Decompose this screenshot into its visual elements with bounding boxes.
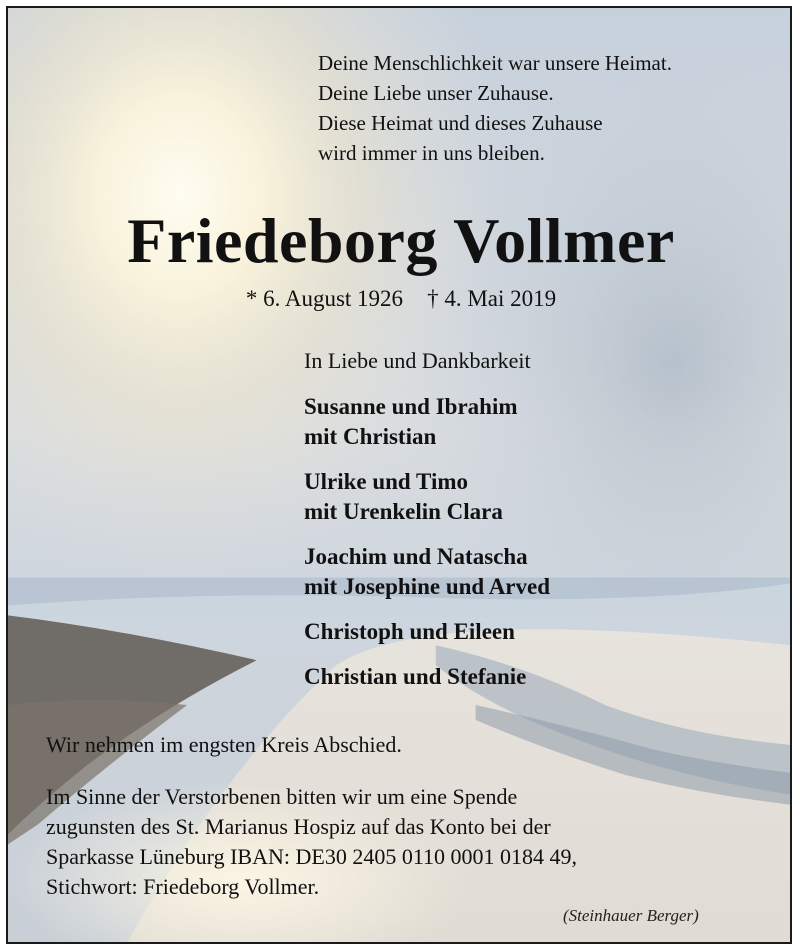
- mourner-line: mit Christian: [304, 424, 437, 449]
- stonemason-signature: (Steinhauer Berger): [563, 906, 699, 925]
- mourner-line: Joachim und Natascha: [304, 544, 528, 569]
- mourner-group: [304, 392, 550, 452]
- donation-line: zugunsten des St. Marianus Hospiz auf das Konto bei der: [46, 814, 551, 839]
- mourner-line: Christian und Stefanie: [304, 664, 527, 689]
- mourner-line: mit Urenkelin Clara: [304, 499, 503, 524]
- obituary-notice: [6, 6, 792, 944]
- mourner-group: [304, 542, 550, 602]
- mourner-group: [304, 617, 550, 647]
- verse-line: wird immer in uns bleiben.: [318, 141, 545, 165]
- birth-date: * 6. August 1926: [245, 286, 404, 311]
- mourners-list: [304, 392, 550, 707]
- donation-request: [46, 782, 577, 902]
- mourner-group: [304, 662, 550, 692]
- mourners-intro: In Liebe und Dankbarkeit: [304, 348, 531, 373]
- deceased-name: Friedeborg Vollmer: [127, 205, 675, 276]
- life-dates: [8, 286, 792, 312]
- donation-line: Stichwort: Friedeborg Vollmer.: [46, 874, 320, 899]
- verse-line: Deine Menschlichkeit war unsere Heimat.: [318, 51, 672, 75]
- farewell-statement: Wir nehmen im engsten Kreis Abschied.: [46, 732, 402, 757]
- mourner-line: mit Josephine und Arved: [304, 574, 551, 599]
- death-date: † 4. Mai 2019: [427, 286, 557, 311]
- donation-line: Im Sinne der Verstorbenen bitten wir um eine Spende: [46, 784, 518, 809]
- donation-line: Sparkasse Lüneburg IBAN: DE30 2405 0110 0001 0184 49,: [46, 844, 578, 869]
- memorial-verse: [318, 48, 672, 168]
- mourner-line: Susanne und Ibrahim: [304, 394, 518, 419]
- mourner-line: Christoph und Eileen: [304, 619, 515, 644]
- verse-line: Deine Liebe unser Zuhause.: [318, 81, 554, 105]
- mourner-line: Ulrike und Timo: [304, 469, 469, 494]
- mourner-group: [304, 467, 550, 527]
- verse-line: Diese Heimat und dieses Zuhause: [318, 111, 603, 135]
